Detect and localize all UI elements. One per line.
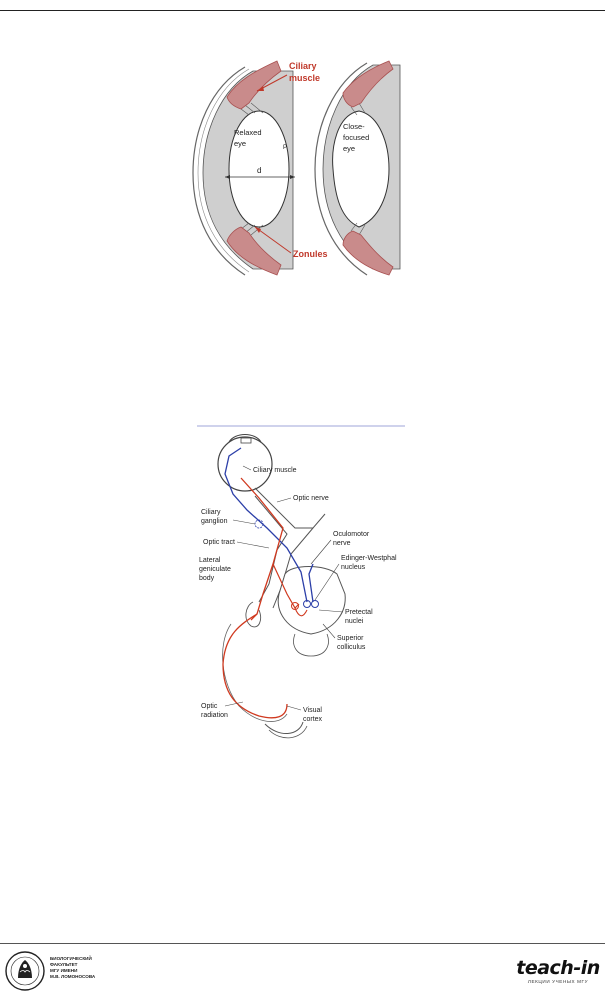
label-ciliary-muscle: Ciliary muscle bbox=[253, 467, 297, 474]
zonules-label: Zonules bbox=[293, 249, 328, 259]
d-marker: d bbox=[257, 166, 262, 175]
faculty-line-1: БИОЛОГИЧЕСКИЙ bbox=[50, 956, 92, 961]
header-rule bbox=[0, 10, 605, 11]
label-superior-1: Superior bbox=[337, 635, 364, 642]
label-visual-cortex-2: cortex bbox=[303, 716, 323, 723]
faculty-line-3: МГУ ИМЕНИ bbox=[50, 968, 78, 973]
faculty-line-2: ФАКУЛЬТЕТ bbox=[50, 962, 78, 967]
ciliary-muscle-label-1: Ciliary bbox=[289, 61, 317, 71]
teach-in-logo bbox=[514, 958, 602, 990]
faculty-emblem-icon bbox=[4, 950, 46, 992]
faculty-line-4: М.В. ЛОМОНОСОВА bbox=[50, 974, 96, 979]
ciliary-muscle-label-2: muscle bbox=[289, 73, 321, 83]
label-oculomotor-1: Oculomotor bbox=[333, 531, 370, 538]
label-edinger-2: nucleus bbox=[341, 564, 366, 571]
label-superior-2: colliculus bbox=[337, 644, 366, 651]
close-focused-label-2: focused bbox=[343, 133, 370, 142]
label-optic-tract: Optic tract bbox=[203, 539, 235, 546]
label-edinger-1: Edinger-Westphal bbox=[341, 555, 397, 562]
footer-rule bbox=[0, 943, 605, 944]
midbrain-outline bbox=[278, 567, 345, 635]
label-optic-radiation-2: radiation bbox=[201, 712, 228, 719]
label-lgb-1: Lateral bbox=[199, 557, 221, 564]
label-oculomotor-2: nerve bbox=[333, 540, 351, 547]
faculty-logo bbox=[4, 950, 114, 994]
brand-tagline: ЛЕКЦИИ УЧЕНЫХ МГУ bbox=[527, 979, 589, 984]
p-marker: P bbox=[283, 145, 288, 151]
relaxed-eye-label-2: eye bbox=[234, 139, 247, 148]
label-pretectal-2: nuclei bbox=[345, 618, 364, 625]
label-optic-nerve: Optic nerve bbox=[293, 495, 329, 502]
label-ciliary-ganglion-2: ganglion bbox=[201, 518, 228, 525]
label-optic-radiation-1: Optic bbox=[201, 703, 218, 710]
brand-name: teach-in bbox=[516, 957, 600, 979]
faculty-name bbox=[50, 956, 114, 980]
label-pretectal-1: Pretectal bbox=[345, 609, 373, 616]
label-visual-cortex-1: Visual bbox=[303, 707, 322, 714]
close-focused-label-3: eye bbox=[343, 144, 356, 153]
close-focused-label-1: Close- bbox=[343, 122, 365, 131]
label-lgb-3: body bbox=[199, 575, 215, 582]
accommodation-figure bbox=[183, 57, 402, 277]
label-ciliary-ganglion-1: Ciliary bbox=[201, 509, 221, 516]
visual-pathway-figure bbox=[195, 424, 407, 746]
relaxed-eye-label: Relaxed bbox=[234, 128, 262, 137]
label-lgb-2: geniculate bbox=[199, 566, 231, 573]
